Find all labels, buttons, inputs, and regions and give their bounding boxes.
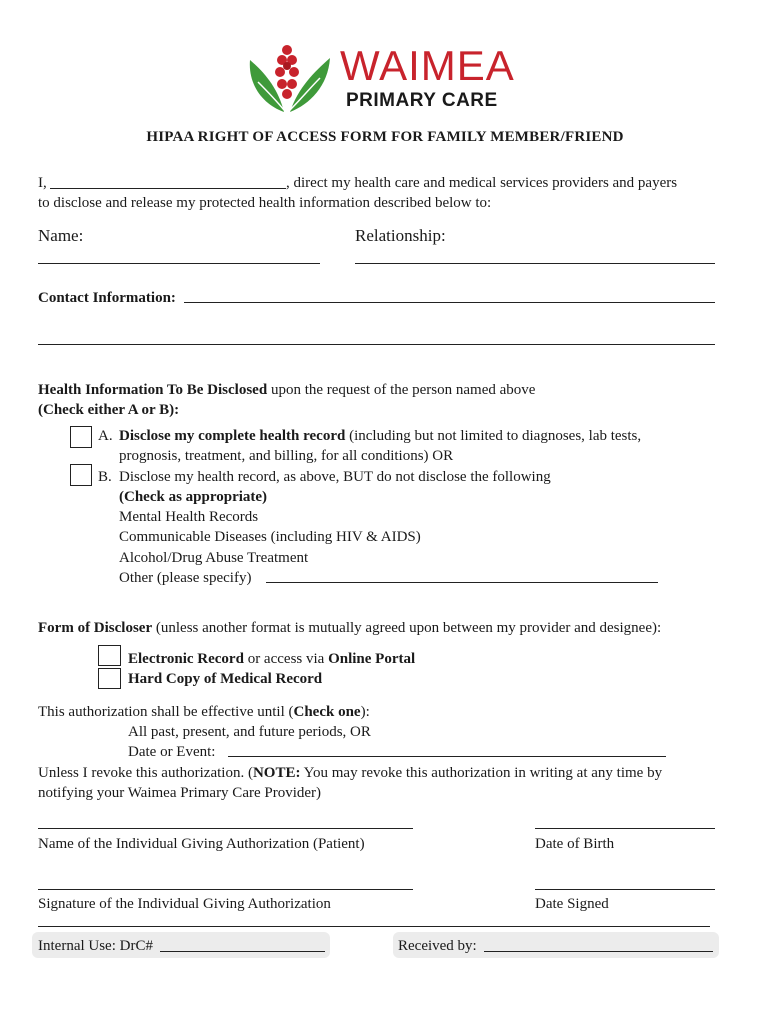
effective-option-2: Date or Event: — [128, 744, 216, 760]
brand-subtitle: PRIMARY CARE — [346, 90, 498, 111]
patient-name-label: Name of the Individual Giving Authorization (Patient) — [38, 836, 365, 852]
hardcopy-option: Hard Copy of Medical Record — [128, 671, 323, 687]
form-title: HIPAA RIGHT OF ACCESS FORM FOR FAMILY MEMBER/FRIEND — [146, 129, 624, 145]
contact-field[interactable] — [184, 302, 715, 303]
hardcopy-checkbox[interactable] — [98, 668, 121, 689]
intro-line2: to disclose and release my protected health information described below to: — [38, 195, 492, 211]
option-b-text: Disclose my health record, as above, BUT do not disclose the following — [119, 469, 551, 485]
option-b-checkbox[interactable] — [70, 464, 92, 486]
health-info-heading — [38, 380, 535, 400]
flower-leaves-icon — [244, 42, 340, 114]
effective-option-1: All past, present, and future periods, OR — [128, 724, 371, 740]
revoke-line2: notifying your Waimea Primary Care Provider) — [38, 785, 322, 801]
date-or-event-field[interactable] — [228, 756, 666, 757]
dob-label: Date of Birth — [535, 836, 615, 852]
authorizer-name-field[interactable] — [50, 188, 286, 189]
option-a-checkbox[interactable] — [70, 426, 92, 448]
online-portal-bold: Online Portal — [328, 651, 416, 667]
sub-item-mental-health: Mental Health Records — [119, 509, 259, 525]
intro-suffix: , direct my health care and medical services providers and payers — [286, 175, 678, 191]
effective-prefix: This authorization shall be effective until ( — [38, 704, 294, 720]
other-label: Other (please specify) — [119, 570, 252, 586]
received-by-field[interactable] — [484, 951, 713, 952]
signature-field[interactable] — [38, 889, 413, 890]
date-signed-field[interactable] — [535, 889, 715, 890]
option-a-bold: Disclose my complete health record — [119, 428, 346, 444]
internal-drc-label: Internal Use: DrC# — [38, 938, 153, 954]
disclosure-heading — [38, 618, 661, 638]
revoke-suffix: You may revoke this authorization in writing at any time by — [300, 765, 663, 781]
electronic-checkbox[interactable] — [98, 645, 121, 666]
effective-suffix: ): — [360, 704, 370, 720]
option-b-letter: B. — [98, 469, 112, 485]
electronic-option — [128, 649, 415, 669]
option-a-rest: (including but not limited to diagnoses, lab tests, — [345, 428, 642, 444]
revoke-line1 — [38, 763, 662, 783]
option-a-text — [119, 426, 641, 446]
divider-line — [38, 926, 710, 927]
electronic-mid: or access via — [243, 651, 329, 667]
option-a-letter: A. — [98, 428, 113, 444]
contact-field-line2[interactable] — [38, 344, 715, 345]
health-info-heading-bold: Health Information To Be Disclosed — [38, 382, 268, 398]
sub-item-alcohol-drug: Alcohol/Drug Abuse Treatment — [119, 550, 309, 566]
intro-prefix: I, — [38, 175, 47, 191]
revoke-prefix: Unless I revoke this authorization. ( — [38, 765, 253, 781]
relationship-label: Relationship: — [355, 226, 446, 245]
sub-item-communicable: Communicable Diseases (including HIV & AIDS) — [119, 529, 421, 545]
health-info-instruction: (Check either A or B): — [38, 402, 180, 418]
recipient-name-label: Name: — [38, 226, 84, 245]
effective-heading — [38, 702, 370, 722]
received-label: Received by: — [398, 938, 477, 954]
option-b-instruction: (Check as appropriate) — [119, 489, 268, 505]
other-specify-field[interactable] — [266, 582, 658, 583]
health-info-heading-rest: upon the request of the person named above — [267, 382, 536, 398]
relationship-field[interactable] — [355, 263, 715, 264]
revoke-note: NOTE: — [252, 765, 301, 781]
electronic-bold: Electronic Record — [128, 651, 244, 667]
contact-label: Contact Information: — [38, 290, 176, 306]
dob-field[interactable] — [535, 828, 715, 829]
signature-label: Signature of the Individual Giving Authorization — [38, 896, 331, 912]
patient-name-field[interactable] — [38, 828, 413, 829]
disclosure-heading-bold: Form of Discloser — [38, 620, 153, 636]
date-signed-label: Date Signed — [535, 896, 609, 912]
option-a-line2: prognosis, treatment, and billing, for all conditions) OR — [119, 448, 454, 464]
effective-bold: Check one — [293, 704, 361, 720]
disclosure-heading-rest: (unless another format is mutually agreed upon between my provider and designee): — [152, 620, 662, 636]
recipient-name-field[interactable] — [38, 263, 320, 264]
brand-name: WAIMEA — [340, 42, 515, 89]
waimea-logo — [244, 42, 514, 114]
drc-field[interactable] — [160, 951, 325, 952]
